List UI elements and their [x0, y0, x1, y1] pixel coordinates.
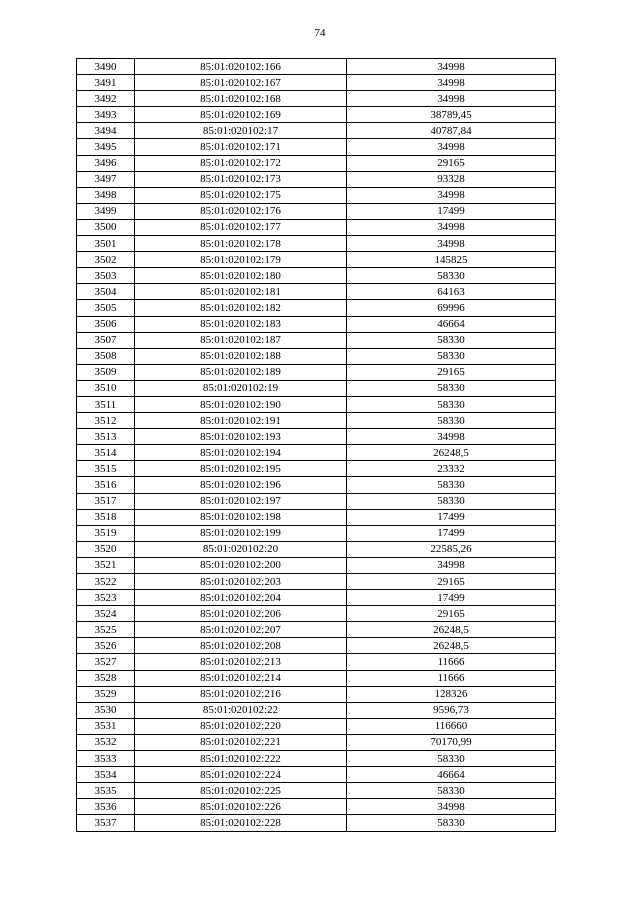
value-cell: 116660	[347, 718, 556, 734]
table-row	[77, 75, 556, 91]
cadastral-number-cell: 85:01:020102:224	[135, 767, 347, 783]
table-row	[77, 59, 556, 75]
cadastral-number-cell: 85:01:020102:180	[135, 268, 347, 284]
row-number-cell: 3506	[77, 316, 135, 332]
value-cell: 34998	[347, 59, 556, 75]
value-cell: 23332	[347, 461, 556, 477]
table-row	[77, 252, 556, 268]
row-number-cell: 3529	[77, 686, 135, 702]
row-number-cell: 3509	[77, 364, 135, 380]
row-number-cell: 3523	[77, 590, 135, 606]
row-number-cell: 3516	[77, 477, 135, 493]
value-cell: 46664	[347, 316, 556, 332]
value-cell: 34998	[347, 429, 556, 445]
value-cell: 58330	[347, 477, 556, 493]
row-number-cell: 3503	[77, 268, 135, 284]
cadastral-number-cell: 85:01:020102:213	[135, 654, 347, 670]
cadastral-number-cell: 85:01:020102:175	[135, 187, 347, 203]
value-cell: 9596,73	[347, 702, 556, 718]
table-row	[77, 477, 556, 493]
cadastral-number-cell: 85:01:020102:17	[135, 123, 347, 139]
value-cell: 17499	[347, 509, 556, 525]
table-row	[77, 413, 556, 429]
value-cell: 26248,5	[347, 638, 556, 654]
row-number-cell: 3521	[77, 557, 135, 573]
table-row	[77, 429, 556, 445]
table-row	[77, 654, 556, 670]
cadastral-number-cell: 85:01:020102:206	[135, 606, 347, 622]
value-cell: 22585,26	[347, 541, 556, 557]
row-number-cell: 3500	[77, 219, 135, 235]
cadastral-number-cell: 85:01:020102:221	[135, 734, 347, 750]
value-cell: 46664	[347, 767, 556, 783]
row-number-cell: 3533	[77, 751, 135, 767]
row-number-cell: 3530	[77, 702, 135, 718]
value-cell: 29165	[347, 574, 556, 590]
table-row	[77, 686, 556, 702]
cadastral-number-cell: 85:01:020102:19	[135, 380, 347, 396]
page-number: 74	[314, 27, 326, 39]
cadastral-number-cell: 85:01:020102:220	[135, 718, 347, 734]
table-row	[77, 236, 556, 252]
row-number-cell: 3522	[77, 574, 135, 590]
row-number-cell: 3511	[77, 396, 135, 412]
cadastral-number-cell: 85:01:020102:178	[135, 236, 347, 252]
row-number-cell: 3535	[77, 783, 135, 799]
row-number-cell: 3525	[77, 622, 135, 638]
row-number-cell: 3493	[77, 107, 135, 123]
cadastral-number-cell: 85:01:020102:196	[135, 477, 347, 493]
value-cell: 34998	[347, 139, 556, 155]
value-cell: 58330	[347, 783, 556, 799]
cadastral-number-cell: 85:01:020102:176	[135, 203, 347, 219]
table-row	[77, 171, 556, 187]
cadastral-number-cell: 85:01:020102:195	[135, 461, 347, 477]
cadastral-number-cell: 85:01:020102:199	[135, 525, 347, 541]
table-row	[77, 799, 556, 815]
row-number-cell: 3531	[77, 718, 135, 734]
value-cell: 34998	[347, 236, 556, 252]
cadastral-number-cell: 85:01:020102:189	[135, 364, 347, 380]
row-number-cell: 3524	[77, 606, 135, 622]
cadastral-number-cell: 85:01:020102:187	[135, 332, 347, 348]
table-row	[77, 139, 556, 155]
data-table	[76, 58, 556, 832]
row-number-cell: 3505	[77, 300, 135, 316]
cadastral-number-cell: 85:01:020102:197	[135, 493, 347, 509]
cadastral-number-cell: 85:01:020102:166	[135, 59, 347, 75]
row-number-cell: 3495	[77, 139, 135, 155]
row-number-cell: 3514	[77, 445, 135, 461]
value-cell: 17499	[347, 525, 556, 541]
table-row	[77, 219, 556, 235]
cadastral-number-cell: 85:01:020102:173	[135, 171, 347, 187]
value-cell: 17499	[347, 590, 556, 606]
cadastral-number-cell: 85:01:020102:167	[135, 75, 347, 91]
row-number-cell: 3491	[77, 75, 135, 91]
value-cell: 58330	[347, 751, 556, 767]
cadastral-number-cell: 85:01:020102:222	[135, 751, 347, 767]
value-cell: 26248,5	[347, 622, 556, 638]
value-cell: 58330	[347, 396, 556, 412]
value-cell: 58330	[347, 413, 556, 429]
value-cell: 70170,99	[347, 734, 556, 750]
row-number-cell: 3502	[77, 252, 135, 268]
cadastral-number-cell: 85:01:020102:191	[135, 413, 347, 429]
table-row	[77, 268, 556, 284]
row-number-cell: 3490	[77, 59, 135, 75]
value-cell: 34998	[347, 799, 556, 815]
row-number-cell: 3517	[77, 493, 135, 509]
table-row	[77, 300, 556, 316]
table-row	[77, 702, 556, 718]
table-row	[77, 187, 556, 203]
cadastral-number-cell: 85:01:020102:181	[135, 284, 347, 300]
table-row	[77, 364, 556, 380]
row-number-cell: 3520	[77, 541, 135, 557]
table-row	[77, 718, 556, 734]
cadastral-number-cell: 85:01:020102:169	[135, 107, 347, 123]
row-number-cell: 3527	[77, 654, 135, 670]
cadastral-number-cell: 85:01:020102:194	[135, 445, 347, 461]
table-row	[77, 670, 556, 686]
value-cell: 29165	[347, 155, 556, 171]
table-row	[77, 590, 556, 606]
cadastral-number-cell: 85:01:020102:190	[135, 396, 347, 412]
cadastral-number-cell: 85:01:020102:183	[135, 316, 347, 332]
cadastral-number-cell: 85:01:020102:20	[135, 541, 347, 557]
row-number-cell: 3515	[77, 461, 135, 477]
cadastral-number-cell: 85:01:020102:168	[135, 91, 347, 107]
table-row	[77, 574, 556, 590]
row-number-cell: 3498	[77, 187, 135, 203]
table-row	[77, 751, 556, 767]
table-row	[77, 557, 556, 573]
table-row	[77, 107, 556, 123]
value-cell: 145825	[347, 252, 556, 268]
row-number-cell: 3519	[77, 525, 135, 541]
row-number-cell: 3510	[77, 380, 135, 396]
table-row	[77, 332, 556, 348]
cadastral-number-cell: 85:01:020102:193	[135, 429, 347, 445]
table-row	[77, 509, 556, 525]
cadastral-number-cell: 85:01:020102:200	[135, 557, 347, 573]
table-row	[77, 203, 556, 219]
value-cell: 29165	[347, 606, 556, 622]
value-cell: 17499	[347, 203, 556, 219]
cadastral-number-cell: 85:01:020102:214	[135, 670, 347, 686]
row-number-cell: 3508	[77, 348, 135, 364]
value-cell: 34998	[347, 75, 556, 91]
table-row	[77, 622, 556, 638]
row-number-cell: 3532	[77, 734, 135, 750]
value-cell: 58330	[347, 332, 556, 348]
table-row	[77, 734, 556, 750]
row-number-cell: 3513	[77, 429, 135, 445]
value-cell: 38789,45	[347, 107, 556, 123]
row-number-cell: 3536	[77, 799, 135, 815]
value-cell: 11666	[347, 670, 556, 686]
cadastral-number-cell: 85:01:020102:216	[135, 686, 347, 702]
value-cell: 29165	[347, 364, 556, 380]
cadastral-number-cell: 85:01:020102:188	[135, 348, 347, 364]
table-row	[77, 525, 556, 541]
row-number-cell: 3496	[77, 155, 135, 171]
table-row	[77, 493, 556, 509]
table-body	[77, 59, 556, 832]
row-number-cell: 3528	[77, 670, 135, 686]
cadastral-number-cell: 85:01:020102:182	[135, 300, 347, 316]
cadastral-number-cell: 85:01:020102:204	[135, 590, 347, 606]
value-cell: 58330	[347, 815, 556, 831]
table-row	[77, 91, 556, 107]
table-row	[77, 445, 556, 461]
table-row	[77, 638, 556, 654]
value-cell: 34998	[347, 91, 556, 107]
table-row	[77, 606, 556, 622]
cadastral-number-cell: 85:01:020102:225	[135, 783, 347, 799]
row-number-cell: 3504	[77, 284, 135, 300]
cadastral-number-cell: 85:01:020102:171	[135, 139, 347, 155]
row-number-cell: 3537	[77, 815, 135, 831]
row-number-cell: 3526	[77, 638, 135, 654]
value-cell: 34998	[347, 187, 556, 203]
row-number-cell: 3534	[77, 767, 135, 783]
value-cell: 34998	[347, 219, 556, 235]
cadastral-number-cell: 85:01:020102:228	[135, 815, 347, 831]
value-cell: 58330	[347, 493, 556, 509]
cadastral-number-cell: 85:01:020102:172	[135, 155, 347, 171]
value-cell: 11666	[347, 654, 556, 670]
table-row	[77, 284, 556, 300]
cadastral-number-cell: 85:01:020102:198	[135, 509, 347, 525]
row-number-cell: 3497	[77, 171, 135, 187]
row-number-cell: 3494	[77, 123, 135, 139]
value-cell: 128326	[347, 686, 556, 702]
value-cell: 58330	[347, 268, 556, 284]
cadastral-number-cell: 85:01:020102:179	[135, 252, 347, 268]
table-row	[77, 123, 556, 139]
row-number-cell: 3499	[77, 203, 135, 219]
row-number-cell: 3492	[77, 91, 135, 107]
table-row	[77, 541, 556, 557]
value-cell: 58330	[347, 380, 556, 396]
cadastral-number-cell: 85:01:020102:208	[135, 638, 347, 654]
row-number-cell: 3507	[77, 332, 135, 348]
cadastral-number-cell: 85:01:020102:22	[135, 702, 347, 718]
table-row	[77, 815, 556, 831]
row-number-cell: 3501	[77, 236, 135, 252]
table-row	[77, 461, 556, 477]
table-row	[77, 396, 556, 412]
table-row	[77, 155, 556, 171]
table-row	[77, 767, 556, 783]
row-number-cell: 3512	[77, 413, 135, 429]
value-cell: 34998	[347, 557, 556, 573]
value-cell: 69996	[347, 300, 556, 316]
row-number-cell: 3518	[77, 509, 135, 525]
table-row	[77, 380, 556, 396]
value-cell: 58330	[347, 348, 556, 364]
cadastral-number-cell: 85:01:020102:177	[135, 219, 347, 235]
table-row	[77, 783, 556, 799]
cadastral-number-cell: 85:01:020102:226	[135, 799, 347, 815]
cadastral-number-cell: 85:01:020102:203	[135, 574, 347, 590]
value-cell: 64163	[347, 284, 556, 300]
value-cell: 40787,84	[347, 123, 556, 139]
value-cell: 93328	[347, 171, 556, 187]
table-row	[77, 348, 556, 364]
table-row	[77, 316, 556, 332]
value-cell: 26248,5	[347, 445, 556, 461]
cadastral-number-cell: 85:01:020102:207	[135, 622, 347, 638]
